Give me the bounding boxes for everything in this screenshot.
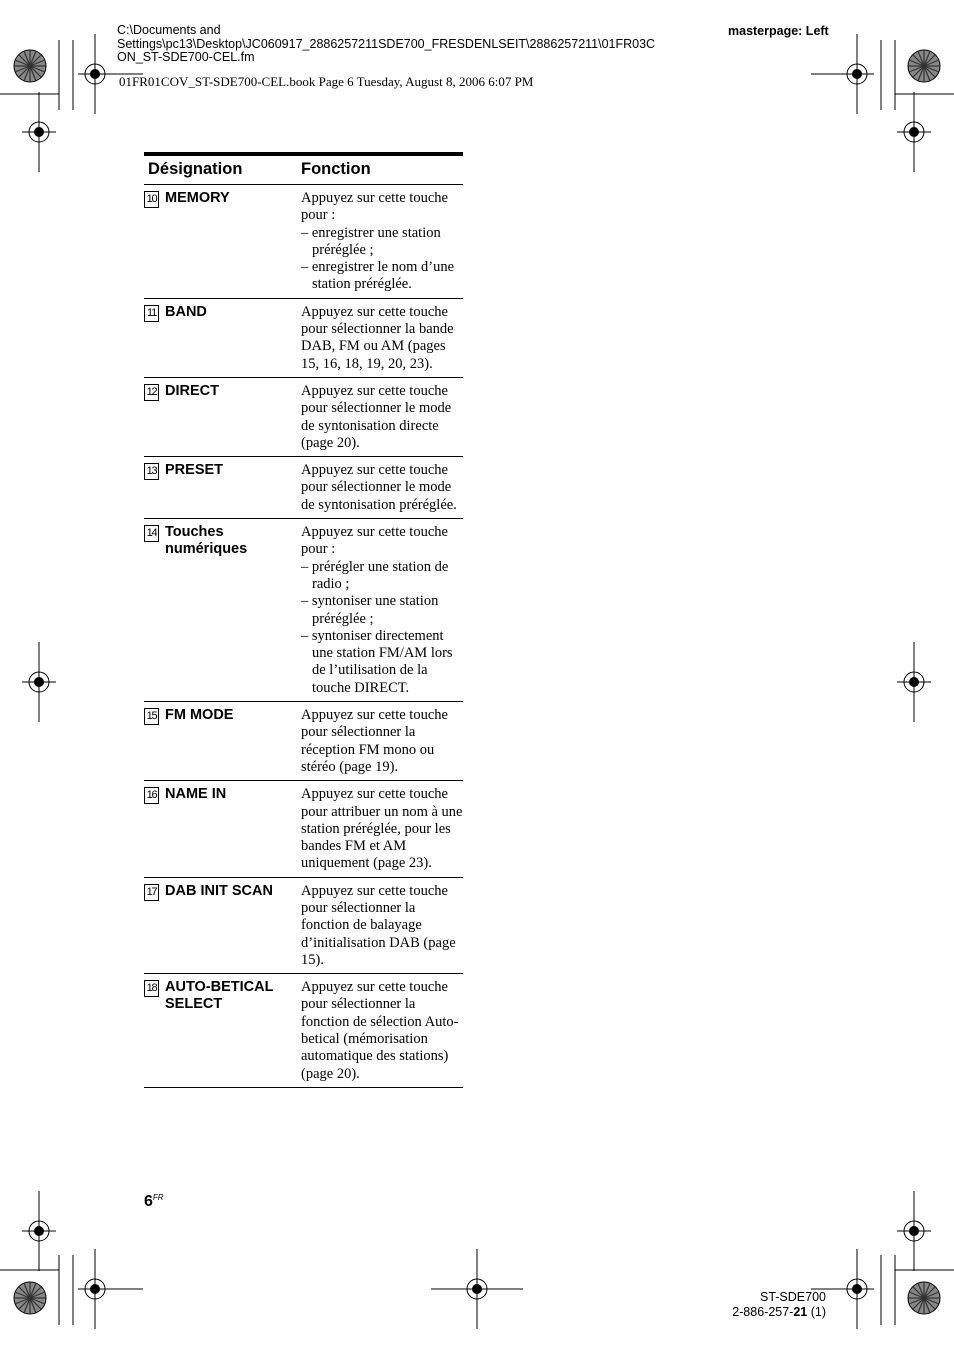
footer-code-suffix: (1) xyxy=(807,1305,826,1319)
table-row xyxy=(144,878,463,974)
function-list-item: – syntoniser une station préréglée ; xyxy=(301,593,439,627)
function-cell xyxy=(301,299,463,377)
function-table xyxy=(144,152,463,1088)
star-target-icon xyxy=(908,50,940,82)
page-number xyxy=(144,1193,164,1211)
button-label: Touches numériques xyxy=(165,524,248,558)
button-number-badge: 12 xyxy=(144,384,159,401)
function-text: Appuyez sur cette touche pour sélectionner le mode de syntonisation directe (page 20). xyxy=(301,382,452,451)
star-target-icon xyxy=(14,50,46,82)
button-number-badge: 18 xyxy=(144,980,159,997)
crosshair-icon xyxy=(22,1191,56,1271)
column-header-designation: Désignation xyxy=(148,160,243,178)
button-number-badge: 17 xyxy=(144,884,159,901)
table-row xyxy=(144,378,463,457)
table-row xyxy=(144,299,463,378)
button-label: DAB INIT SCAN xyxy=(165,882,273,899)
button-label: FM MODE xyxy=(165,707,234,724)
button-number-badge: 10 xyxy=(144,191,159,208)
column-header-fonction: Fonction xyxy=(301,160,371,178)
table-header xyxy=(144,156,463,185)
crosshair-icon xyxy=(22,642,56,722)
table-row xyxy=(144,457,463,519)
button-number-badge: 15 xyxy=(144,708,159,725)
function-text: Appuyez sur cette touche pour : xyxy=(301,190,448,224)
file-path-line: C:\Documents and xyxy=(117,23,221,37)
crosshair-icon xyxy=(22,92,56,172)
designation-cell xyxy=(144,974,301,1087)
designation-cell xyxy=(144,781,301,876)
page-number-value: 6 xyxy=(144,1193,153,1210)
button-number-badge: 13 xyxy=(144,463,159,480)
button-label: NAME IN xyxy=(165,786,227,803)
button-label: PRESET xyxy=(165,462,224,479)
footer-code xyxy=(732,1305,826,1320)
star-target-icon xyxy=(14,1282,46,1314)
crosshair-icon xyxy=(897,1191,931,1271)
button-label: AUTO-BETICAL SELECT xyxy=(165,979,274,1013)
function-list-item: – enregistrer une station préréglée ; xyxy=(301,224,441,258)
button-label: MEMORY xyxy=(165,190,230,206)
designation-cell xyxy=(144,519,301,701)
button-label: BAND xyxy=(165,303,207,320)
function-list-item: – prérégler une station de radio ; xyxy=(301,558,449,592)
function-cell xyxy=(301,974,463,1087)
function-text: Appuyez sur cette touche pour sélectionner la fonction de balayage d’initialisation DAB (page 15). xyxy=(301,882,456,968)
table-row xyxy=(144,974,463,1088)
table-body xyxy=(144,185,463,1088)
footer-code-bold: 21 xyxy=(793,1305,808,1319)
table-row xyxy=(144,781,463,877)
star-target-icon xyxy=(908,1282,940,1314)
masterpage-label: masterpage: Left xyxy=(728,24,829,38)
function-cell xyxy=(301,457,463,518)
function-cell xyxy=(301,519,463,701)
book-info-line: 01FR01COV_ST-SDE700-CEL.book Page 6 Tuesday, August 8, 2006 6:07 PM xyxy=(119,74,534,89)
designation-cell xyxy=(144,878,301,973)
table-row xyxy=(144,519,463,702)
button-number-badge: 16 xyxy=(144,787,159,804)
function-cell xyxy=(301,702,463,780)
page-number-suffix: FR xyxy=(152,1193,164,1202)
designation-cell xyxy=(144,185,301,298)
file-path-line: ON_ST-SDE700-CEL.fm xyxy=(117,50,255,64)
function-text: Appuyez sur cette touche pour sélectionner la fonction de sélection Auto-betical (mémorisation automatique des stations) (page 20). xyxy=(301,979,459,1082)
designation-cell xyxy=(144,457,301,518)
designation-cell xyxy=(144,299,301,377)
button-number-badge: 14 xyxy=(144,525,159,542)
button-label: DIRECT xyxy=(165,382,219,399)
table-row xyxy=(144,702,463,781)
function-cell xyxy=(301,185,463,298)
button-number-badge: 11 xyxy=(144,305,159,322)
function-cell xyxy=(301,878,463,973)
file-path-header xyxy=(117,24,717,65)
function-cell xyxy=(301,781,463,876)
function-list-item: – syntoniser directement une station FM/AM lors de l’utilisation de la touche DIRECT. xyxy=(301,627,453,696)
designation-cell xyxy=(144,702,301,780)
crosshair-icon xyxy=(897,92,931,172)
function-cell xyxy=(301,378,463,456)
footer-info xyxy=(732,1290,826,1320)
table-row xyxy=(144,185,463,299)
function-text: Appuyez sur cette touche pour : xyxy=(301,524,448,558)
function-text: Appuyez sur cette touche pour sélectionner la réception FM mono ou stéréo (page 19). xyxy=(301,707,448,775)
function-text: Appuyez sur cette touche pour sélectionner la bande DAB, FM ou AM (pages 15, 16, 18, 19, 20, 23). xyxy=(301,303,454,372)
function-list-item: – enregistrer le nom d’une station préréglée. xyxy=(301,259,455,293)
file-path-line: Settings\pc13\Desktop\JC060917_2886257211SDE700_FRESDENLSEIT\2886257211\01FR03C xyxy=(117,36,656,51)
crosshair-icon xyxy=(897,642,931,722)
function-text: Appuyez sur cette touche pour sélectionner le mode de syntonisation préréglée. xyxy=(301,462,457,513)
footer-model: ST-SDE700 xyxy=(759,1290,826,1304)
footer-code-prefix: 2-886-257- xyxy=(732,1305,794,1319)
function-text: Appuyez sur cette touche pour attribuer un nom à une station préréglée, pour les bandes FM et AM uniquement (page 23). xyxy=(301,786,463,872)
designation-cell xyxy=(144,378,301,456)
